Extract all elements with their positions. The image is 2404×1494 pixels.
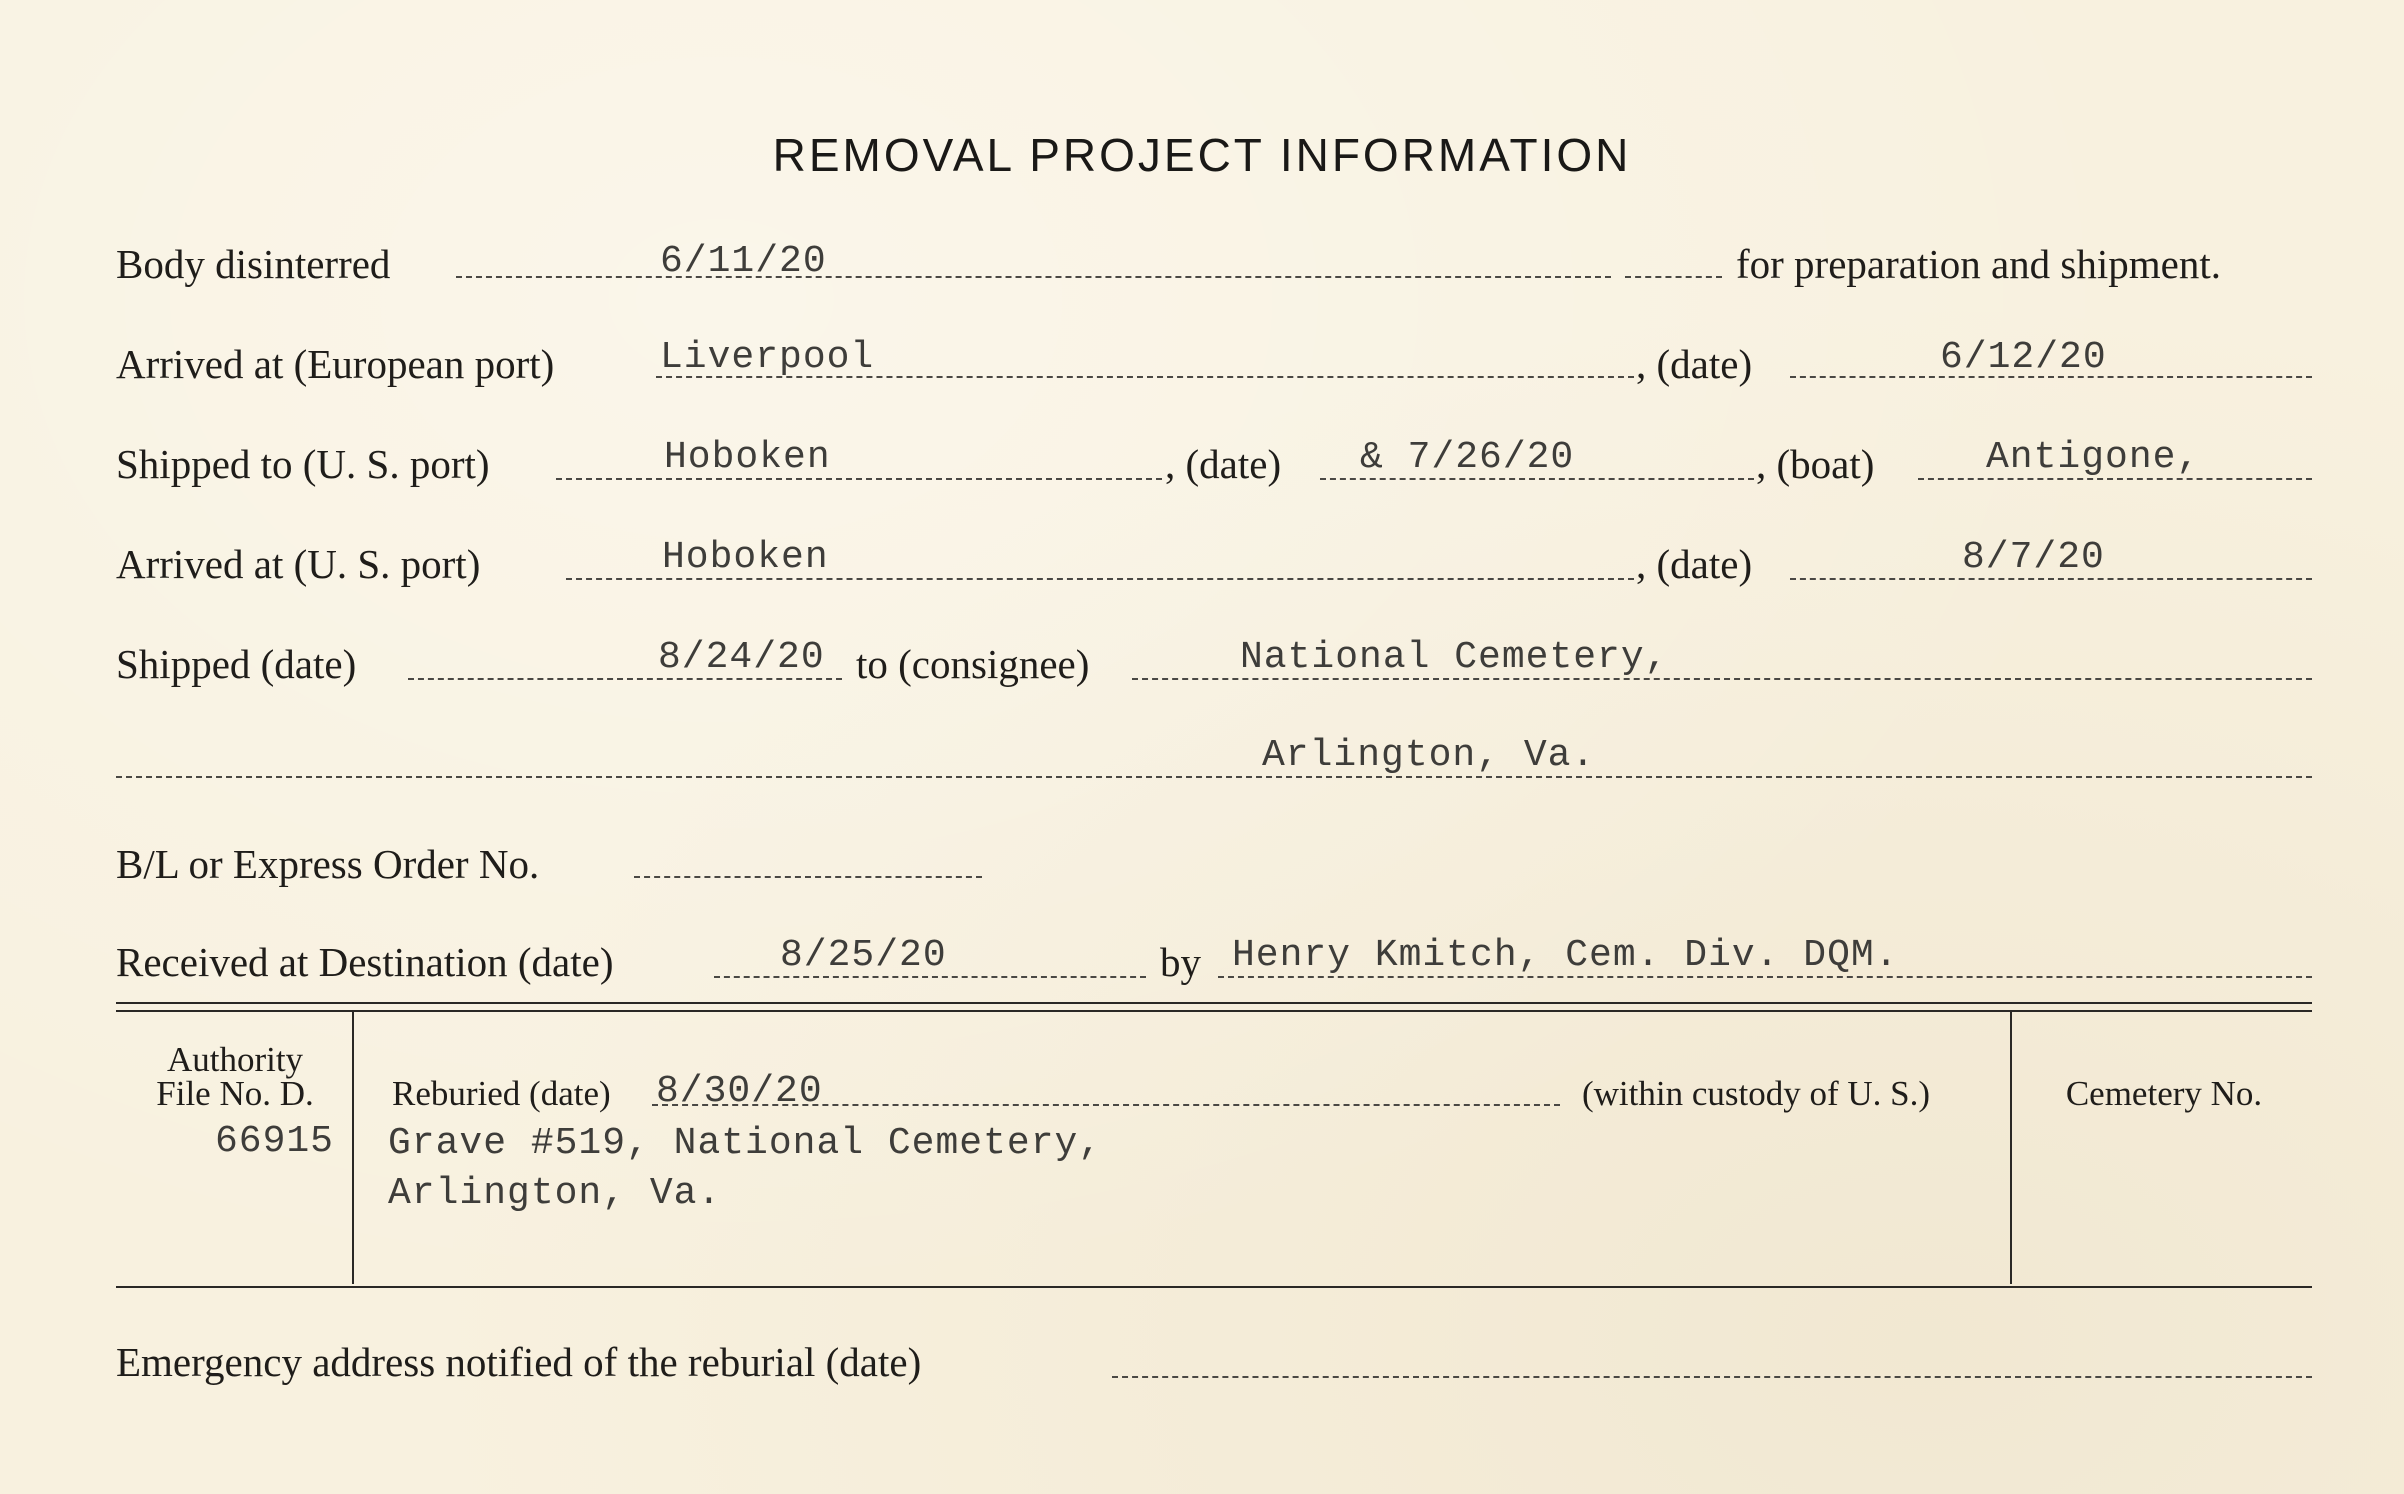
- card-title: REMOVAL PROJECT INFORMATION: [772, 129, 1632, 181]
- file-no-value: 66915: [214, 1120, 334, 1163]
- reburied-date-label: Reburied (date): [392, 1074, 611, 1113]
- us-arrival-date-label: , (date): [1636, 541, 1753, 587]
- authority-label: Authority: [166, 1040, 304, 1079]
- dotted-line: [1625, 276, 1722, 278]
- shipped-us-date: & 7/26/20: [1360, 436, 1575, 479]
- received-date-value: 8/25/20: [780, 934, 947, 977]
- reburied-date-value: 8/30/20: [656, 1070, 823, 1113]
- us-arrival-date: 8/7/20: [1962, 536, 2105, 579]
- table-bottom-rule: [116, 1286, 2312, 1288]
- preparation-shipment-text: for preparation and shipment.: [1736, 241, 2222, 287]
- european-date-label: , (date): [1636, 341, 1753, 387]
- dotted-line: [456, 276, 1611, 278]
- received-destination-label: Received at Destination (date): [116, 939, 614, 985]
- consignee-value: National Cemetery,: [1240, 636, 1669, 679]
- consignee-line-2: Arlington, Va.: [1262, 734, 1596, 777]
- dotted-line: [556, 478, 1162, 480]
- boat-label: , (boat): [1756, 441, 1875, 487]
- arrived-us-port-label: Arrived at (U. S. port): [116, 541, 481, 587]
- table-divider-right: [2010, 1012, 2012, 1284]
- cemetery-no-label: Cemetery No.: [2065, 1074, 2263, 1113]
- emergency-address-label: Emergency address notified of the reburial (date): [116, 1339, 922, 1385]
- grave-line-1: Grave #519, National Cemetery,: [388, 1122, 1103, 1165]
- boat-value: Antigone,: [1986, 436, 2201, 479]
- custody-text: (within custody of U. S.): [1582, 1074, 1931, 1113]
- arrived-european-port-label: Arrived at (European port): [116, 341, 555, 387]
- consignee-label: to (consignee): [856, 641, 1090, 687]
- us-port-shipped-value: Hoboken: [664, 436, 831, 479]
- dotted-line: [116, 776, 2312, 778]
- file-no-label: File No. D.: [156, 1074, 314, 1113]
- shipped-date-label: Shipped (date): [116, 641, 357, 687]
- shipped-date-value: 8/24/20: [658, 636, 825, 679]
- european-arrival-date: 6/12/20: [1940, 336, 2107, 379]
- us-port-arrival-value: Hoboken: [662, 536, 829, 579]
- table-top-rule-inner: [116, 1010, 2312, 1012]
- received-by-value: Henry Kmitch, Cem. Div. DQM.: [1232, 934, 1899, 977]
- dotted-line: [1112, 1376, 2312, 1378]
- grave-line-2: Arlington, Va.: [388, 1172, 722, 1215]
- shipped-date-label: , (date): [1165, 441, 1282, 487]
- bl-express-order-label: B/L or Express Order No.: [116, 841, 540, 887]
- table-divider-left: [352, 1012, 354, 1284]
- european-port-value: Liverpool: [660, 336, 875, 379]
- dotted-line: [634, 876, 982, 878]
- received-by-label: by: [1160, 939, 1201, 985]
- body-disinterred-label: Body disinterred: [116, 241, 391, 287]
- table-top-rule: [116, 1002, 2312, 1004]
- shipped-us-port-label: Shipped to (U. S. port): [116, 441, 490, 487]
- disinterred-date: 6/11/20: [660, 240, 827, 283]
